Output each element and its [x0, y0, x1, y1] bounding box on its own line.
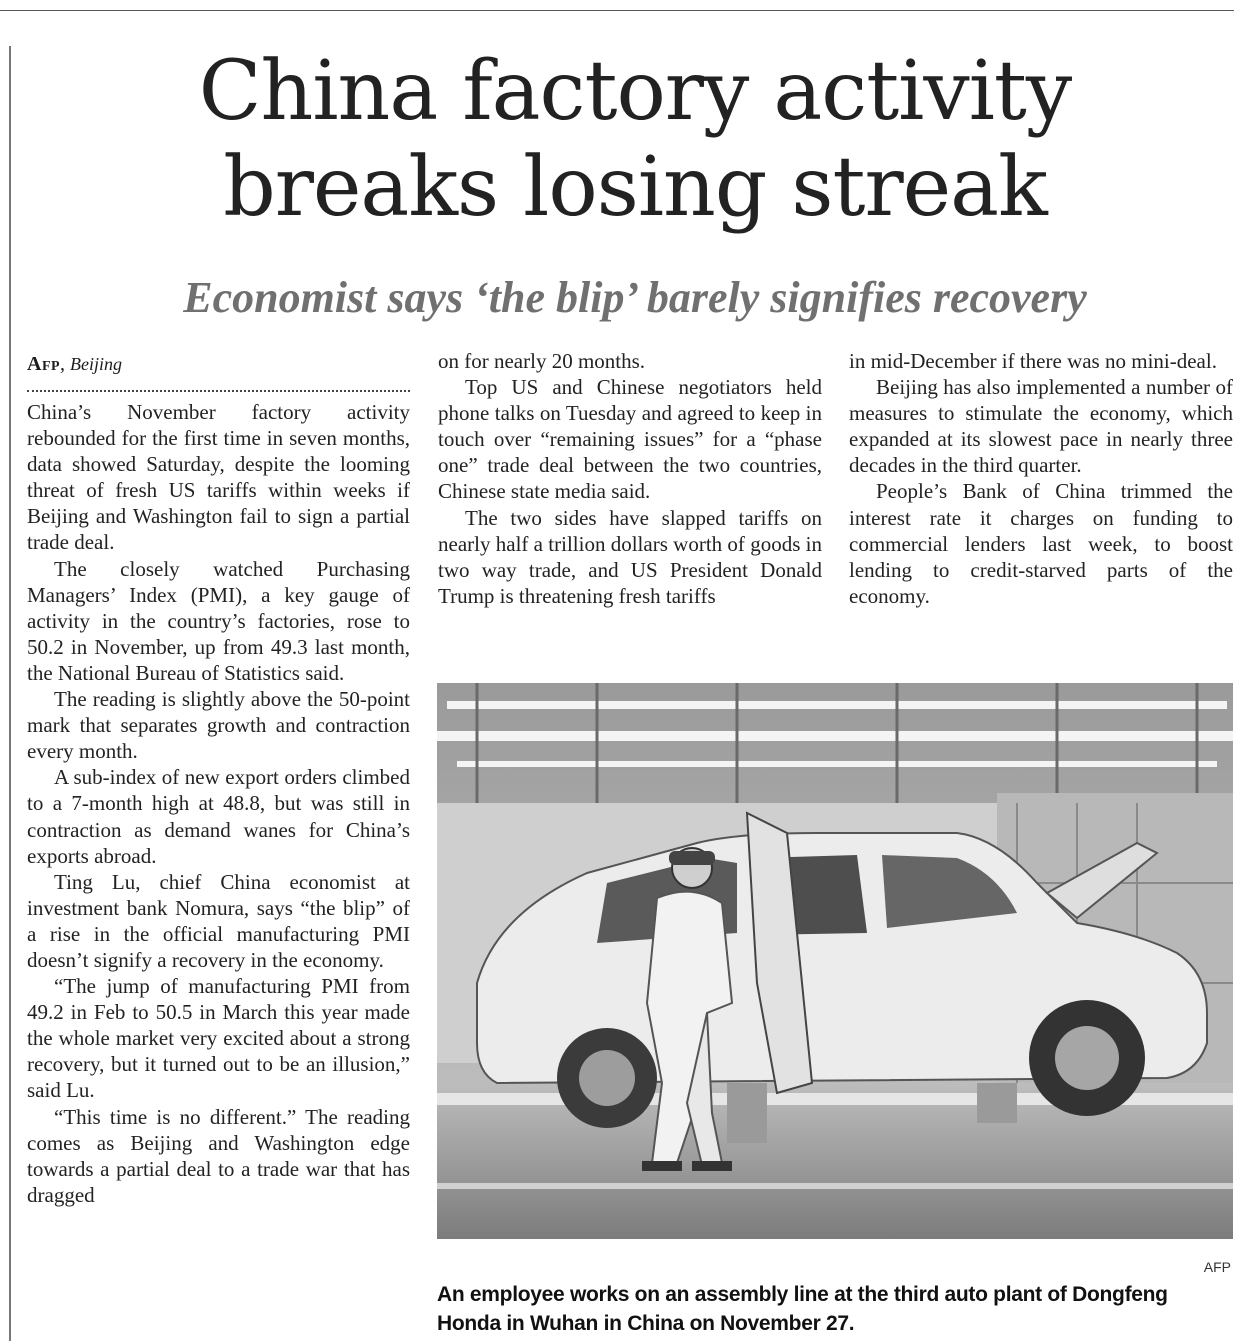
byline-city: Beijing [70, 354, 123, 374]
headline [20, 44, 1239, 236]
headline-line-1: China factory activity [198, 44, 1072, 139]
headline-line-2: breaks losing streak [223, 140, 1047, 235]
byline: Afp, Beijing [27, 353, 123, 375]
byline-divider [27, 390, 410, 392]
article-column-1 [27, 399, 410, 1208]
paragraph: China’s November factory activity rebounded for the first time in seven months, data showed Saturday, despite the looming threat of fresh US tariffs within weeks if Beijing and Washington fail to sign a partial trade deal. [27, 400, 410, 555]
paragraph: in mid-December if there was no mini-deal. [849, 349, 1217, 373]
article-column-2 [438, 348, 822, 609]
paragraph: The two sides have slapped tariffs on nearly half a trillion dollars worth of goods in two way trade, and US President Donald Trump is threatening fresh tariffs [438, 505, 822, 608]
photo-credit: AFP [1203, 1259, 1231, 1275]
photo-caption: An employee works on an assembly line at the third auto plant of Dongfeng Honda in Wuhan in China on November 27. [437, 1283, 1168, 1335]
paragraph: People’s Bank of China trimmed the interest rate it charges on funding to commercial lenders last week, to boost lending to credit-starved parts of the economy. [849, 479, 1233, 608]
paragraph: “The jump of manufacturing PMI from 49.2 in Feb to 50.5 in March this year made the whole market very excited about a strong recovery, but it turned out to be an illusion,” said Lu. [27, 974, 410, 1103]
top-rule [0, 10, 1234, 11]
paragraph: A sub-index of new export orders climbed to a 7-month high at 48.8, but was still in contraction as demand wanes for China’s exports abroad. [27, 765, 410, 868]
subheadline: Economist says ‘the blip’ barely signifies recovery [183, 273, 1087, 322]
paragraph: “This time is no different.” The reading comes as Beijing and Washington edge towards a partial deal to a trade war that has dragged [27, 1104, 410, 1207]
assembly-line-illustration [437, 683, 1233, 1239]
paragraph: Top US and Chinese negotiators held phone talks on Tuesday and agreed to keep in touch over “remaining issues” for a “phase one” trade deal between the two countries, Chinese state media said. [438, 375, 822, 504]
paragraph: on for nearly 20 months. [438, 349, 646, 373]
paragraph: The closely watched Purchasing Managers’ Index (PMI), a key gauge of activity in the country’s factories, rose to 50.2 in November, up from 49.3 last month, the National Bureau of Statistics said. [27, 556, 410, 685]
paragraph: The reading is slightly above the 50-point mark that separates growth and contraction every month. [27, 687, 410, 764]
paragraph: Ting Lu, chief China economist at investment bank Nomura, says “the blip” of a rise in the official manufacturing PMI doesn’t signify a recovery in the economy. [27, 869, 410, 972]
column-rule [9, 46, 11, 1341]
article-column-3 [849, 348, 1233, 609]
assembly-line-photo [437, 683, 1233, 1239]
byline-agency: Afp [27, 353, 61, 375]
paragraph: Beijing has also implemented a number of measures to stimulate the economy, which expanded at its slowest pace in nearly three decades in the third quarter. [849, 375, 1233, 478]
